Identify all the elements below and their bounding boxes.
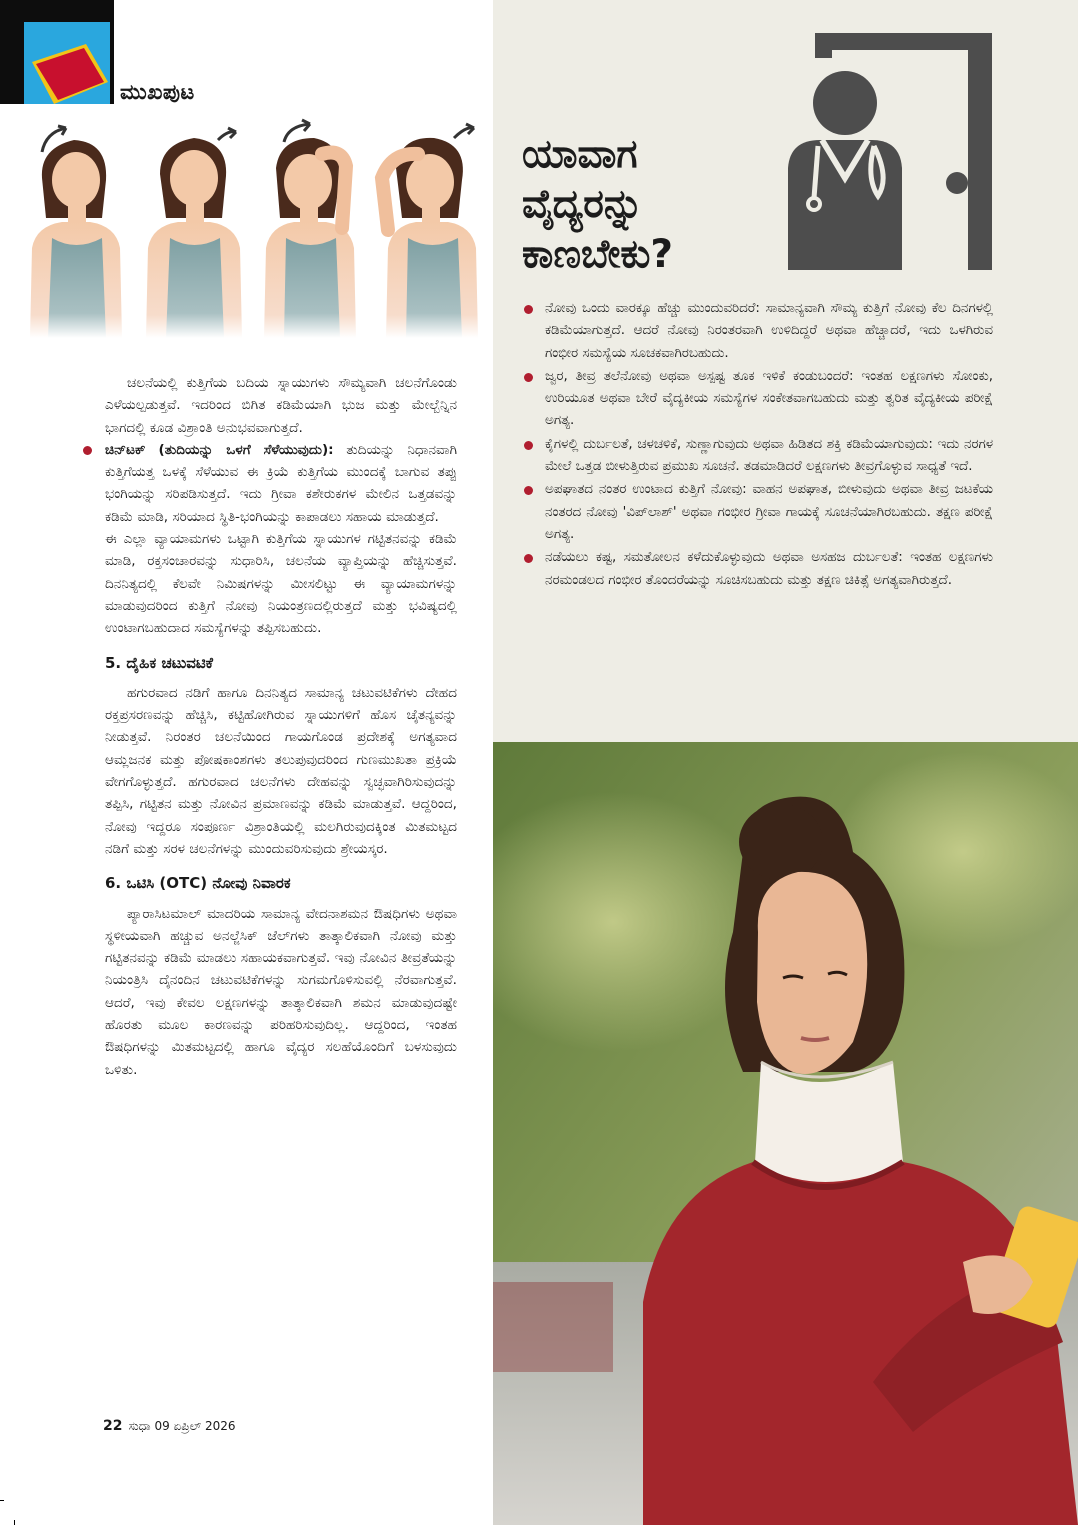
page-footer (103, 1418, 236, 1434)
chin-tuck-title: ಚಿನ್‌ಟಕ್ (ತುದಿಯನ್ನು ಒಳಗೆ ಸೆಳೆಯುವುದು): (105, 441, 334, 458)
intro-paragraph: ಚಲನೆಯಲ್ಲಿ ಕುತ್ತಿಗೆಯ ಬದಿಯ ಸ್ನಾಯುಗಳು ಸೌಮ್ಯವಾಗಿ ಚಲನೆಗೊಂಡು ಎಳೆಯಲ್ಪಡುತ್ತವೆ. ಇದರಿಂದ ಬಿಗಿತ ಕಡಿಮೆಯಾಗಿ ಭುಜ ಮತ್ತು ಮೇಲ್ಬೆನ್ನಿನ ಭಾಗದಲ್ಲಿ ಕೂಡ ವಿಶ್ರಾಂತಿ ಅನುಭವವಾಗುತ್ತದೆ. (105, 375, 457, 436)
warning-item: ನಡೆಯಲು ಕಷ್ಟ, ಸಮತೋಲನ ಕಳೆದುಕೊಳ್ಳುವುದು ಅಥವಾ ಅಸಹಜ ದುರ್ಬಲತೆ: ಇಂತಹ ಲಕ್ಷಣಗಳು ನರಮಂಡಲದ ಗಂಭೀರ ತೊಂದರೆಯನ್ನು ಸೂಚಿಸಬಹುದು ಮತ್ತು ತಕ್ಷಣ ಚಿಕಿತ್ಸೆ ಅಗತ್ಯವಾಗಿರುತ್ತದೆ. (545, 547, 993, 592)
panel-title-line-2: ವೈದ್ಯರನ್ನು (522, 182, 644, 227)
exercise-figure-1 (30, 126, 122, 338)
article-left-column (105, 372, 457, 1081)
exercise-figure-3 (264, 120, 356, 338)
warning-item: ನೋವು ಒಂದು ವಾರಕ್ಕೂ ಹೆಚ್ಚು ಮುಂದುವರಿದರೆ: ಸಾಮಾನ್ಯವಾಗಿ ಸೌಮ್ಯ ಕುತ್ತಿಗೆ ನೋವು ಕೆಲ ದಿನಗಳಲ್ಲಿ ಕಡಿಮೆಯಾಗುತ್ತದೆ. ಆದರೆ ನೋವು ನಿರಂತರವಾಗಿ ಉಳಿದಿದ್ದರೆ ಅಥವಾ ಹೆಚ್ಚಾದರೆ, ಇದು ಒಳಗಿರುವ ಗಂಭೀರ ಸಮಸ್ಯೆಯ ಸೂಚಕವಾಗಿರಬಹುದು. (545, 298, 993, 365)
warning-signs-list (545, 298, 993, 593)
sudha-magazine-logo (24, 22, 110, 104)
bullet-dot (524, 305, 533, 314)
warning-item: ಕೈಗಳಲ್ಲಿ ದುರ್ಬಲತೆ, ಚಳಚಳಿಕೆ, ಸುಣ್ಣಾಗುವುದು ಅಥವಾ ಹಿಡಿತದ ಶಕ್ತಿ ಕಡಿಮೆಯಾಗುವುದು: ಇದು ನರಗಳ ಮೇಲೆ ಒತ್ತಡ ಬೀಳುತ್ತಿರುವ ಪ್ರಮುಖ ಸೂಚನೆ. ತಡಮಾಡಿದರೆ ಲಕ್ಷಣಗಳು ತೀವ್ರಗೊಳ್ಳುವ ಸಾಧ್ಯತೆ ಇದೆ. (545, 434, 993, 479)
chin-tuck-body: ತುದಿಯನ್ನು ನಿಧಾನವಾಗಿ ಕುತ್ತಿಗೆಯತ್ತ ಒಳಕ್ಕೆ ಸೆಳೆಯುವ ಈ ಕ್ರಿಯೆ ಕುತ್ತಿಗೆಯ ಮುಂದಕ್ಕೆ ಬಾಗುವ ತಪ್ಪು ಭಂಗಿಯನ್ನು ಸರಿಪಡಿಸುತ್ತದೆ. ಇದು ಗ್ರೀವಾ ಕಶೇರುಕಗಳ ಮೇಲಿನ ಒತ್ತಡವನ್ನು ಕಡಿಮೆ ಮಾಡಿ, ಸರಿಯಾದ ಸ್ಥಿತಿ-ಭಂಗಿಯನ್ನು ಕಾಪಾಡಲು ಸಹಾಯ ಮಾಡುತ್ತದೆ. (105, 441, 458, 525)
woman-neck-collar-photo (493, 742, 1078, 1525)
issue-date: ಸುಧಾ 09 ಏಪ್ರಿಲ್ 2026 (128, 1419, 236, 1433)
physical-activity-paragraph: ಹಗುರವಾದ ನಡಿಗೆ ಹಾಗೂ ದಿನನಿತ್ಯದ ಸಾಮಾನ್ಯ ಚಟುವಟಿಕೆಗಳು ದೇಹದ ರಕ್ತಪ್ರಸರಣವನ್ನು ಹೆಚ್ಚಿಸಿ, ಕಟ್ಟಿಹೋಗಿರುವ ಸ್ನಾಯುಗಳಿಗೆ ಹೊಸ ಚೈತನ್ಯವನ್ನು ನೀಡುತ್ತವೆ. ನಿರಂತರ ಚಲನೆಯಿಂದ ಗಾಯಗೊಂಡ ಪ್ರದೇಶಕ್ಕೆ ಅಗತ್ಯವಾದ ಆಮ್ಲಜನಕ ಮತ್ತು ಪೋಷಕಾಂಶಗಳು ತಲುಪುವುದರಿಂದ ಗುಣಮುಖತಾ ಪ್ರಕ್ರಿಯೆ ವೇಗಗೊಳ್ಳುತ್ತದೆ. ಹಗುರವಾದ ಚಲನೆಗಳು ದೇಹವನ್ನು ಸ್ವಚ್ಛವಾಗಿರಿಸುವುದನ್ನು ತಪ್ಪಿಸಿ, ಗಟ್ಟಿತನ ಮತ್ತು ನೋವಿನ ಪ್ರಮಾಣವನ್ನು ಕಡಿಮೆ ಮಾಡುತ್ತವೆ. ಆದ್ದರಿಂದ, ನೋವು ಇದ್ದರೂ ಸಂಪೂರ್ಣ ವಿಶ್ರಾಂತಿಯಲ್ಲಿ ಮಲಗಿರುವುದಕ್ಕಿಂತ ಮಿತಮಟ್ಟದ ನಡಿಗೆ ಮತ್ತು ಸರಳ ಚಲನೆಗಳನ್ನು ಮುಂದುವರಿಸುವುದು ಶ್ರೇಯಸ್ಕರ. (105, 684, 457, 857)
bullet-dot (524, 441, 533, 450)
panel-title-line-3: ಕಾಣಬೇಕು? (522, 232, 673, 277)
warning-item: ಅಪಘಾತದ ನಂತರ ಉಂಟಾದ ಕುತ್ತಿಗೆ ನೋವು: ವಾಹನ ಅಪಘಾತ, ಬೀಳುವುದು ಅಥವಾ ತೀವ್ರ ಜಟಕೆಯ ನಂತರದ ನೋವು 'ವಿಪ್‌ಲಾಶ್' ಅಥವಾ ಗಂಭೀರ ಗ್ರೀವಾ ಗಾಯಕ್ಕೆ ಸೂಚನೆಯಾಗಿರಬಹುದು. ತಕ್ಷಣ ಪರೀಕ್ಷೆ ಅಗತ್ಯ. (545, 479, 993, 546)
chin-tuck-item (105, 439, 457, 528)
warning-item: ಜ್ವರ, ತೀವ್ರ ತಲೆನೋವು ಅಥವಾ ಅಸ್ಪಷ್ಟ ತೂಕ ಇಳಿಕೆ ಕಂಡುಬಂದರೆ: ಇಂತಹ ಲಕ್ಷಣಗಳು ಸೋಂಕು, ಉರಿಯೂತ ಅಥವಾ ಬೇರೆ ವೈದ್ಯಕೀಯ ಸಮಸ್ಯೆಗಳ ಸಂಕೇತವಾಗಬಹುದು ಮತ್ತು ತ್ವರಿತ ವೈದ್ಯಕೀಯ ಪರೀಕ್ಷೆ ಅಗತ್ಯ. (545, 366, 993, 433)
panel-title-line-1: ಯಾವಾಗ (522, 132, 638, 177)
heading-physical-activity: 5. ದೈಹಿಕ ಚಟುವಟಿಕೆ (105, 653, 214, 672)
bullet-dot (83, 446, 92, 455)
heading-otc-painkiller: 6. ಒಟಿಸಿ (OTC) ನೋವು ನಿವಾರಕ (105, 874, 291, 893)
crop-mark (0, 1500, 4, 1501)
doctor-door-icon (770, 28, 1000, 278)
exercise-figure-4 (382, 124, 478, 338)
section-label: ಮುಖಪುಟ (120, 80, 195, 104)
crop-mark (14, 1520, 15, 1525)
otc-paragraph: ಪ್ಯಾರಾಸಿಟಮಾಲ್ ಮಾದರಿಯ ಸಾಮಾನ್ಯ ವೇದನಾಶಮನ ಔಷಧಿಗಳು ಅಥವಾ ಸ್ಥಳೀಯವಾಗಿ ಹಚ್ಚುವ ಅನಲ್ಜೆಸಿಕ್ ಜೆಲ್‌ಗಳು ತಾತ್ಕಾಲಿಕವಾಗಿ ನೋವು ಮತ್ತು ಗಟ್ಟಿತನವನ್ನು ಕಡಿಮೆ ಮಾಡಲು ಸಹಾಯಕವಾಗುತ್ತವೆ. ಇವು ನೋವಿನ ತೀವ್ರತೆಯನ್ನು ನಿಯಂತ್ರಿಸಿ ದೈನಂದಿನ ಚಟುವಟಿಕೆಗಳನ್ನು ಸುಗಮಗೊಳಿಸುವಲ್ಲಿ ನೆರವಾಗುತ್ತವೆ. ಆದರೆ, ಇವು ಕೇವಲ ಲಕ್ಷಣಗಳನ್ನು ತಾತ್ಕಾಲಿಕವಾಗಿ ಶಮನ ಮಾಡುವುದಷ್ಟೇ ಹೊರತು ಮೂಲ ಕಾರಣವನ್ನು ಪರಿಹರಿಸುವುದಿಲ್ಲ. ಆದ್ದರಿಂದ, ಇಂತಹ ಔಷಧಿಗಳನ್ನು ಮಿತಮಟ್ಟದಲ್ಲಿ ಹಾಗೂ ವೈದ್ಯರ ಸಲಹೆಯೊಂದಿಗೆ ಬಳಸುವುದು ಒಳಿತು. (105, 905, 457, 1078)
exercises-summary: ಈ ಎಲ್ಲಾ ವ್ಯಾಯಾಮಗಳು ಒಟ್ಟಾಗಿ ಕುತ್ತಿಗೆಯ ಸ್ನಾಯುಗಳ ಗಟ್ಟಿತನವನ್ನು ಕಡಿಮೆ ಮಾಡಿ, ರಕ್ತಸಂಚಾರವನ್ನು ಸುಧಾರಿಸಿ, ಚಲನೆಯ ವ್ಯಾಪ್ತಿಯನ್ನು ಹೆಚ್ಚಿಸುತ್ತವೆ. ದಿನನಿತ್ಯದಲ್ಲಿ ಕೆಲವೇ ನಿಮಿಷಗಳನ್ನು ಮೀಸಲಿಟ್ಟು ಈ ವ್ಯಾಯಾಮಗಳನ್ನು ಮಾಡುವುದರಿಂದ ಕುತ್ತಿಗೆ ನೋವು ನಿಯಂತ್ರಣದಲ್ಲಿರುತ್ತದೆ ಮತ್ತು ಭವಿಷ್ಯದಲ್ಲಿ ಉಂಟಾಗಬಹುದಾದ ಸಮಸ್ಯೆಗಳನ್ನು ತಪ್ಪಿಸಬಹುದು. (105, 531, 457, 637)
neck-exercise-illustration (22, 118, 492, 338)
bullet-dot (524, 373, 533, 382)
exercise-figure-2 (146, 128, 242, 338)
page-number: 22 (103, 1418, 123, 1434)
panel-title (522, 130, 782, 280)
